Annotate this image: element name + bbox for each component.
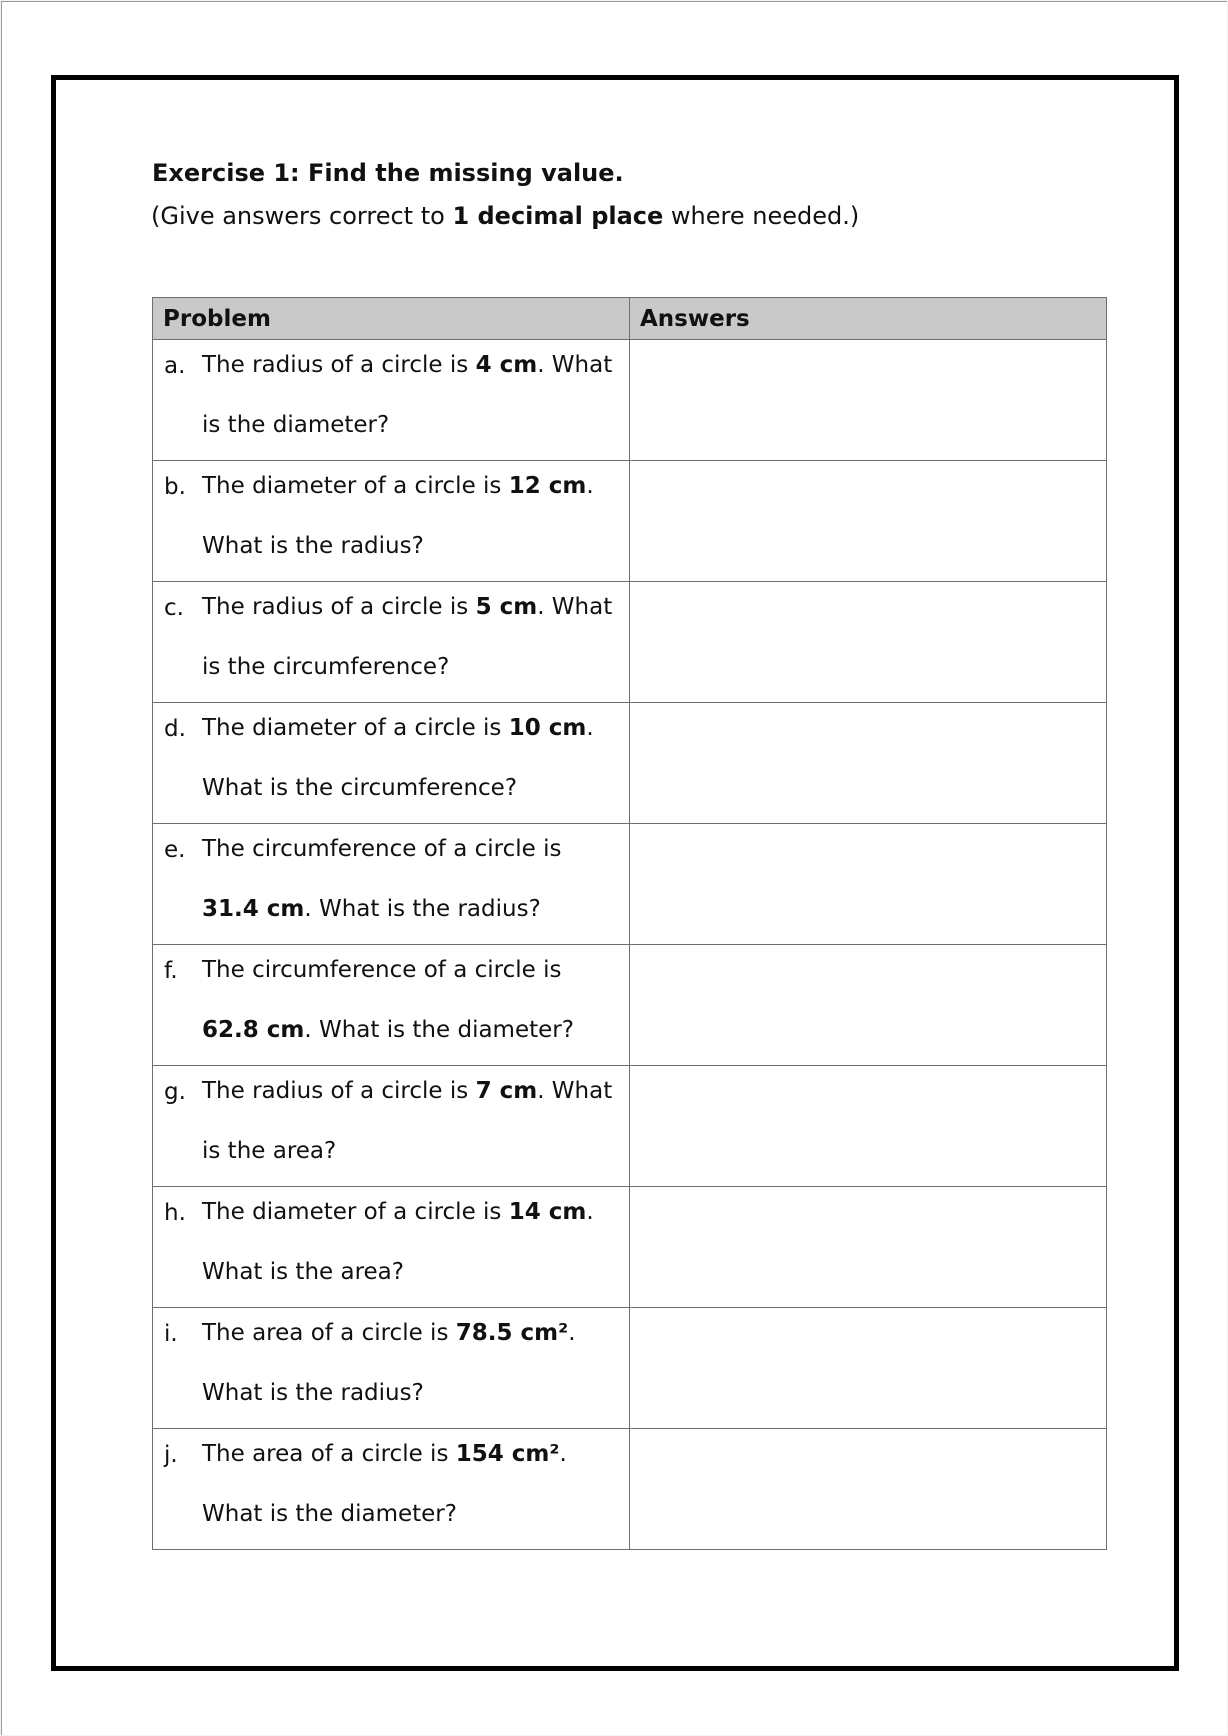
exercise-title: Exercise 1: Find the missing value.: [152, 159, 624, 187]
problem-text-end: . What is the radius?: [202, 473, 594, 559]
table-row: [153, 703, 1107, 824]
table-row: [153, 1066, 1107, 1187]
problem-item: [154, 462, 628, 576]
problem-text-end: . What is the diameter?: [202, 1441, 567, 1527]
instruction-text-start: (Give answers correct to: [151, 202, 453, 230]
problem-text-end: . What is the diameter?: [202, 352, 613, 438]
problem-cell: [153, 1066, 630, 1187]
problem-item: [154, 1067, 628, 1181]
exercise-instruction: [151, 202, 859, 230]
problem-text: [202, 456, 620, 576]
problem-text-start: The area of a circle is: [202, 1441, 456, 1467]
problem-cell: [153, 1308, 630, 1429]
problem-cell: [153, 1187, 630, 1308]
problem-item: [154, 946, 628, 1060]
problem-value: 14 cm: [508, 1199, 587, 1225]
answer-cell[interactable]: [630, 1429, 1107, 1550]
problem-letter: j.: [164, 1442, 178, 1468]
table-row: [153, 1187, 1107, 1308]
answer-cell[interactable]: [630, 340, 1107, 461]
answer-cell[interactable]: [630, 1066, 1107, 1187]
header-problem: Problem: [153, 298, 630, 340]
problem-text-start: The radius of a circle is: [202, 352, 476, 378]
problem-text: [202, 335, 620, 455]
table-row: [153, 461, 1107, 582]
problem-letter: a.: [164, 353, 186, 379]
problem-cell: [153, 703, 630, 824]
answer-cell[interactable]: [630, 461, 1107, 582]
problem-letter: h.: [164, 1200, 186, 1226]
problem-text: [202, 819, 620, 939]
problem-item: [154, 583, 628, 697]
problem-text-start: The diameter of a circle is: [202, 715, 509, 741]
problem-text-start: The circumference of a circle is: [202, 836, 562, 862]
problem-cell: [153, 1429, 630, 1550]
problem-text-end: . What is the circumference?: [202, 594, 613, 680]
problem-letter: b.: [164, 474, 186, 500]
problem-text-end: . What is the radius?: [304, 896, 541, 922]
answer-cell[interactable]: [630, 1187, 1107, 1308]
problem-letter: f.: [164, 958, 178, 984]
problem-item: [154, 704, 628, 818]
problem-value: 31.4 cm: [202, 896, 305, 922]
problem-text-end: . What is the circumference?: [202, 715, 594, 801]
problem-cell: [153, 582, 630, 703]
problem-text-end: . What is the radius?: [202, 1320, 576, 1406]
table-row: [153, 340, 1107, 461]
problem-letter: i.: [164, 1321, 178, 1347]
problem-value: 10 cm: [508, 715, 587, 741]
problem-value: 7 cm: [475, 1078, 538, 1104]
table-row: [153, 582, 1107, 703]
header-answers: Answers: [630, 298, 1107, 340]
problem-item: [154, 1188, 628, 1302]
worksheet-page: [1, 1, 1227, 1735]
problem-text: [202, 940, 620, 1060]
problem-value: 5 cm: [475, 594, 538, 620]
problem-text-end: . What is the area?: [202, 1078, 613, 1164]
problem-item: [154, 825, 628, 939]
problem-text: [202, 577, 620, 697]
problem-text: [202, 1182, 620, 1302]
problem-text-start: The area of a circle is: [202, 1320, 456, 1346]
problem-text-end: . What is the diameter?: [304, 1017, 574, 1043]
answer-cell[interactable]: [630, 1308, 1107, 1429]
table-row: [153, 1308, 1107, 1429]
problem-text-start: The circumference of a circle is: [202, 957, 562, 983]
problem-text: [202, 698, 620, 818]
problem-text-start: The radius of a circle is: [202, 594, 476, 620]
problem-value: 12 cm: [508, 473, 587, 499]
problem-letter: c.: [164, 595, 184, 621]
problems-table: [152, 297, 1107, 1550]
instruction-text-end: where needed.): [663, 202, 860, 230]
table-row: [153, 945, 1107, 1066]
problem-cell: [153, 824, 630, 945]
problem-value: 62.8 cm: [202, 1017, 305, 1043]
problem-item: [154, 1309, 628, 1423]
table-header-row: [153, 298, 1107, 340]
problem-text: [202, 1424, 620, 1544]
problem-cell: [153, 461, 630, 582]
answer-cell[interactable]: [630, 824, 1107, 945]
problem-text-start: The radius of a circle is: [202, 1078, 476, 1104]
problem-cell: [153, 945, 630, 1066]
table-row: [153, 824, 1107, 945]
problem-text-start: The diameter of a circle is: [202, 473, 509, 499]
table-row: [153, 1429, 1107, 1550]
problem-value: 4 cm: [475, 352, 538, 378]
problem-value: 78.5 cm²: [455, 1320, 569, 1346]
answer-cell[interactable]: [630, 945, 1107, 1066]
problem-item: [154, 1430, 628, 1544]
problem-cell: [153, 340, 630, 461]
problem-value: 154 cm²: [455, 1441, 560, 1467]
problem-letter: e.: [164, 837, 186, 863]
problem-letter: g.: [164, 1079, 186, 1105]
problem-item: [154, 341, 628, 455]
problem-text-end: . What is the area?: [202, 1199, 594, 1285]
problem-text-start: The diameter of a circle is: [202, 1199, 509, 1225]
answer-cell[interactable]: [630, 703, 1107, 824]
answer-cell[interactable]: [630, 582, 1107, 703]
problem-text: [202, 1303, 620, 1423]
instruction-text-bold: 1 decimal place: [452, 202, 664, 230]
problem-text: [202, 1061, 620, 1181]
problem-letter: d.: [164, 716, 186, 742]
